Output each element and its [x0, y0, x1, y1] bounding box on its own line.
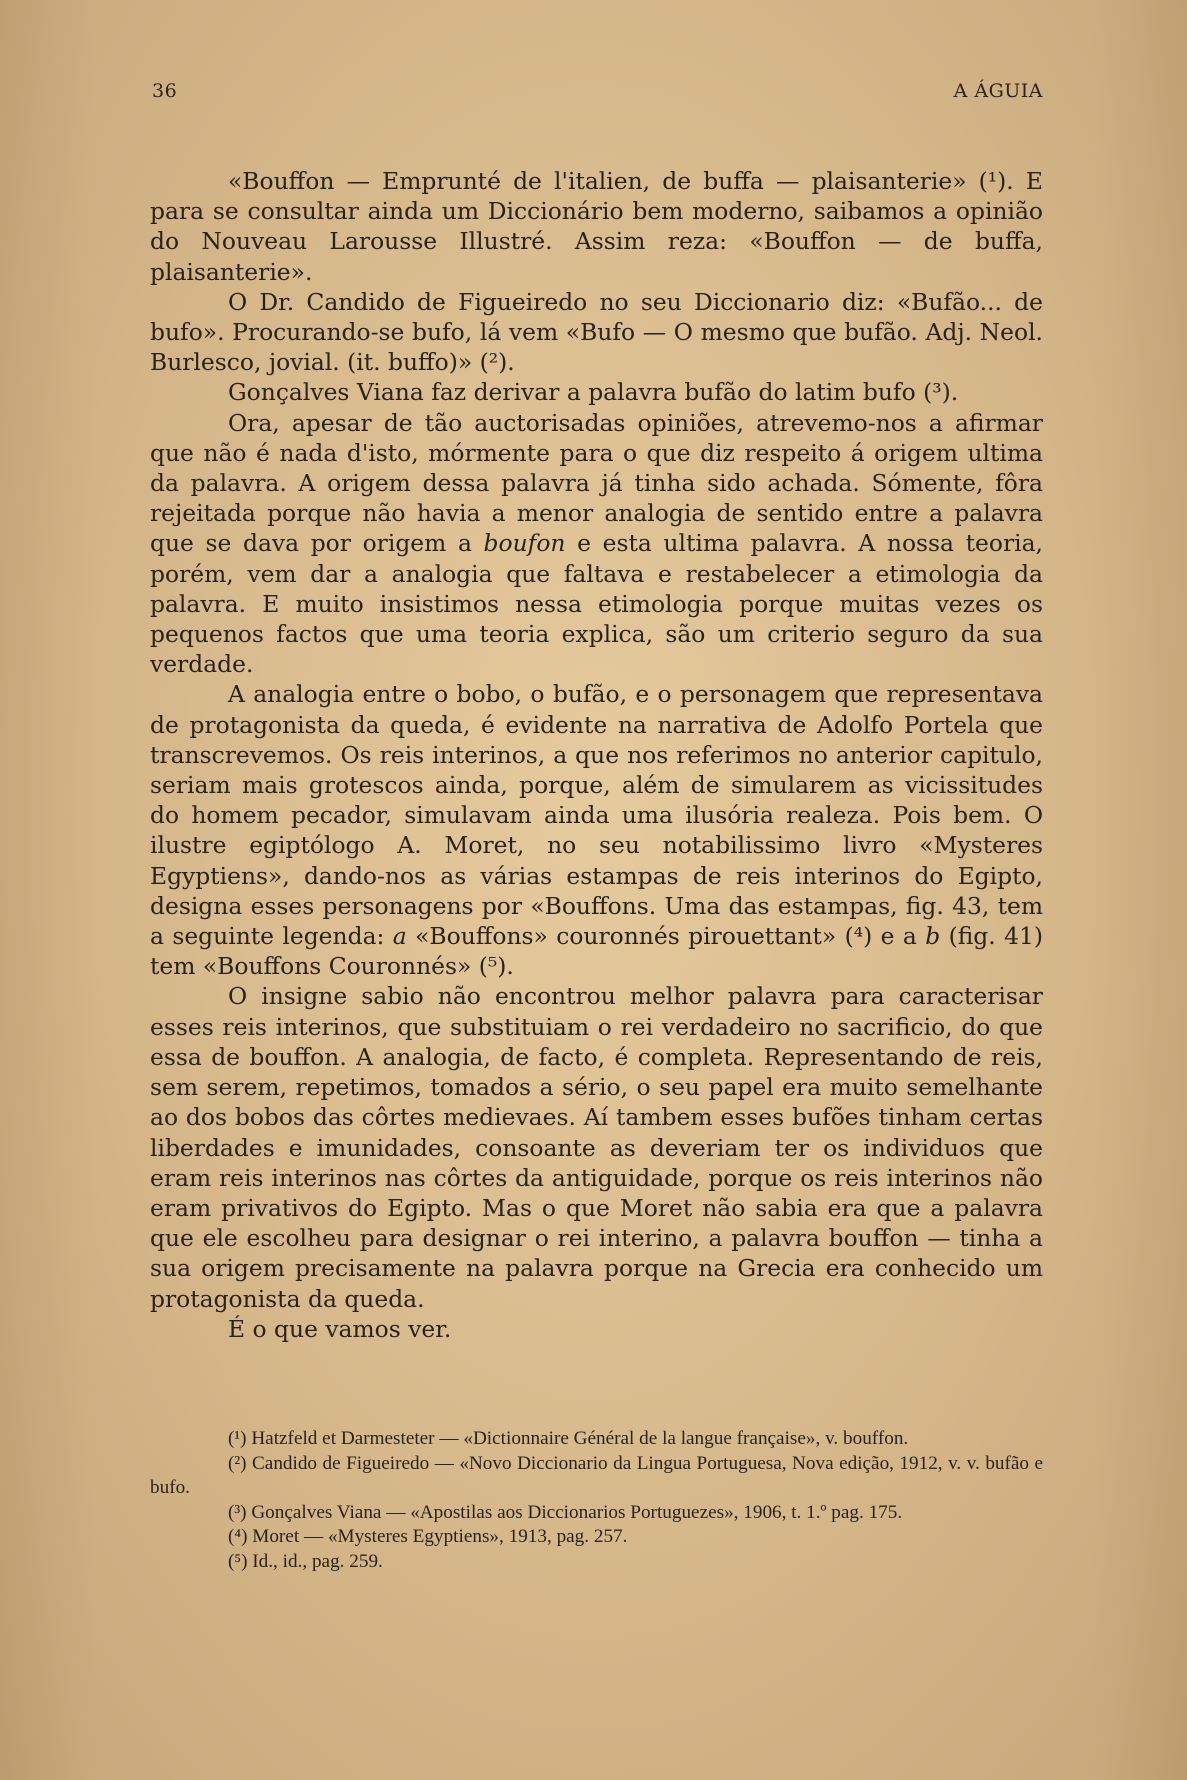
footnote-2: (²) Candido de Figueiredo — «Novo Diccionario da Lingua Portuguesa, Nova edição, 1912, v. v. bufão e bufo. — [150, 1452, 1043, 1499]
italic-term-boufon: boufon — [483, 529, 566, 558]
paragraph-text: «Bouffons» couronnés pirouettant» (⁴) e a — [406, 922, 926, 951]
paragraph-text: e esta ultima palavra. A nossa teoria, porém, vem dar a analogia que faltava e restabelecer a etimologia da palavra. E muito insistimos nessa etimologia porque muitas vezes os pequenos factos que uma teoria explica, são um criterio seguro da sua verdade. — [150, 529, 1043, 679]
paragraph-closing: É o que vamos ver. — [228, 1314, 452, 1343]
italic-letter-a: a — [392, 922, 407, 951]
paragraph-text: Ora, apesar de tão auctorisadas opiniões, atrevemo-nos a afirmar que não é nada d'isto, mórmente para o que diz respeito á origem ultima da palavra. A origem dessa palavra já tinha sido achada. Sómente, fôra rejeitada porque não havia a menor analogia de sentido entre a palavra que se dava por origem a — [150, 408, 1043, 558]
footnote-4: (⁴) Moret — «Mysteres Egyptiens», 1913, pag. 257. — [228, 1526, 628, 1548]
footnote-3: (³) Gonçalves Viana — «Apostilas aos Diccionarios Portuguezes», 1906, t. 1.º pag. 175. — [228, 1501, 903, 1523]
paragraph-figueiredo: O Dr. Candido de Figueiredo no seu Diccionario diz: «Bufão... de bufo». Procurando-se bufo, lá vem «Bufo — O mesmo que bufão. Adj. Neol. Burlesco, jovial. (it. buffo)» (²). — [150, 287, 1043, 377]
paragraph-text: A analogia entre o bobo, o bufão, e o personagem que representava de protagonista da queda, é evidente na narrativa de Adolfo Portela que transcrevemos. Os reis interinos, a que nos referimos no anterior capitulo, seriam mais grotescos ainda, porque, além de simularem as vicissitudes do homem pecador, simulavam ainda uma ilusória realeza. Pois bem. O ilustre egiptólogo A. Moret, no seu notabilissimo livro «Mysteres Egyptiens», dando-nos as várias estampas de reis interinos do Egipto, designa esses personagens por «Bouffons. Uma das estampas, fig. 43, tem a seguinte legenda: — [150, 680, 1043, 951]
running-title: A ÁGUIA — [953, 80, 1043, 102]
book-page — [150, 0, 1043, 1780]
paragraph-origin-argument — [150, 408, 1043, 680]
italic-letter-b: b — [925, 922, 941, 951]
paragraph-analogy — [150, 679, 1043, 981]
page-number: 36 — [152, 80, 178, 102]
paragraph-moret: O insigne sabio não encontrou melhor palavra para caracterisar esses reis interinos, que substituiam o rei verdadeiro no sacrificio, do que essa de bouffon. A analogia, de facto, é completa. Representando de reis, sem serem, repetimos, tomados a sério, o seu papel era muito semelhante ao dos bobos das côrtes medievaes. Aí tambem esses bufões tinham certas liberdades e imunidades, consoante as deveriam ter os individuos que eram reis interinos nas côrtes da antiguidade, porque os reis interinos não eram privativos do Egipto. Mas o que Moret não sabia era que a palavra que ele escolheu para designar o rei interino, a palavra bouffon — tinha a sua origem precisamente na palavra porque na Grecia era conhecido um protagonista da queda. — [150, 982, 1043, 1313]
paragraph-viana: Gonçalves Viana faz derivar a palavra bufão do latim bufo (³). — [228, 378, 959, 407]
footnote-5: (⁵) Id., id., pag. 259. — [228, 1550, 383, 1572]
page-header — [150, 80, 1043, 110]
footnote-1: (¹) Hatzfeld et Darmesteter — «Dictionnaire Général de la langue française», v. bouffon. — [228, 1428, 909, 1449]
main-text — [150, 166, 1043, 1344]
paragraph-text: (fig. 41) tem «Bouffons Couronnés» (⁵). — [150, 922, 1043, 981]
paragraph-bouffon-definition: «Bouffon — Emprunté de l'italien, de buffa — plaisanterie» (¹). E para se consultar ainda um Diccionário bem moderno, saibamos a opinião do Nouveau Larousse Illustré. Assim reza: «Bouffon — de buffa, plaisanterie». — [150, 167, 1043, 286]
footnotes — [150, 1427, 1043, 1575]
